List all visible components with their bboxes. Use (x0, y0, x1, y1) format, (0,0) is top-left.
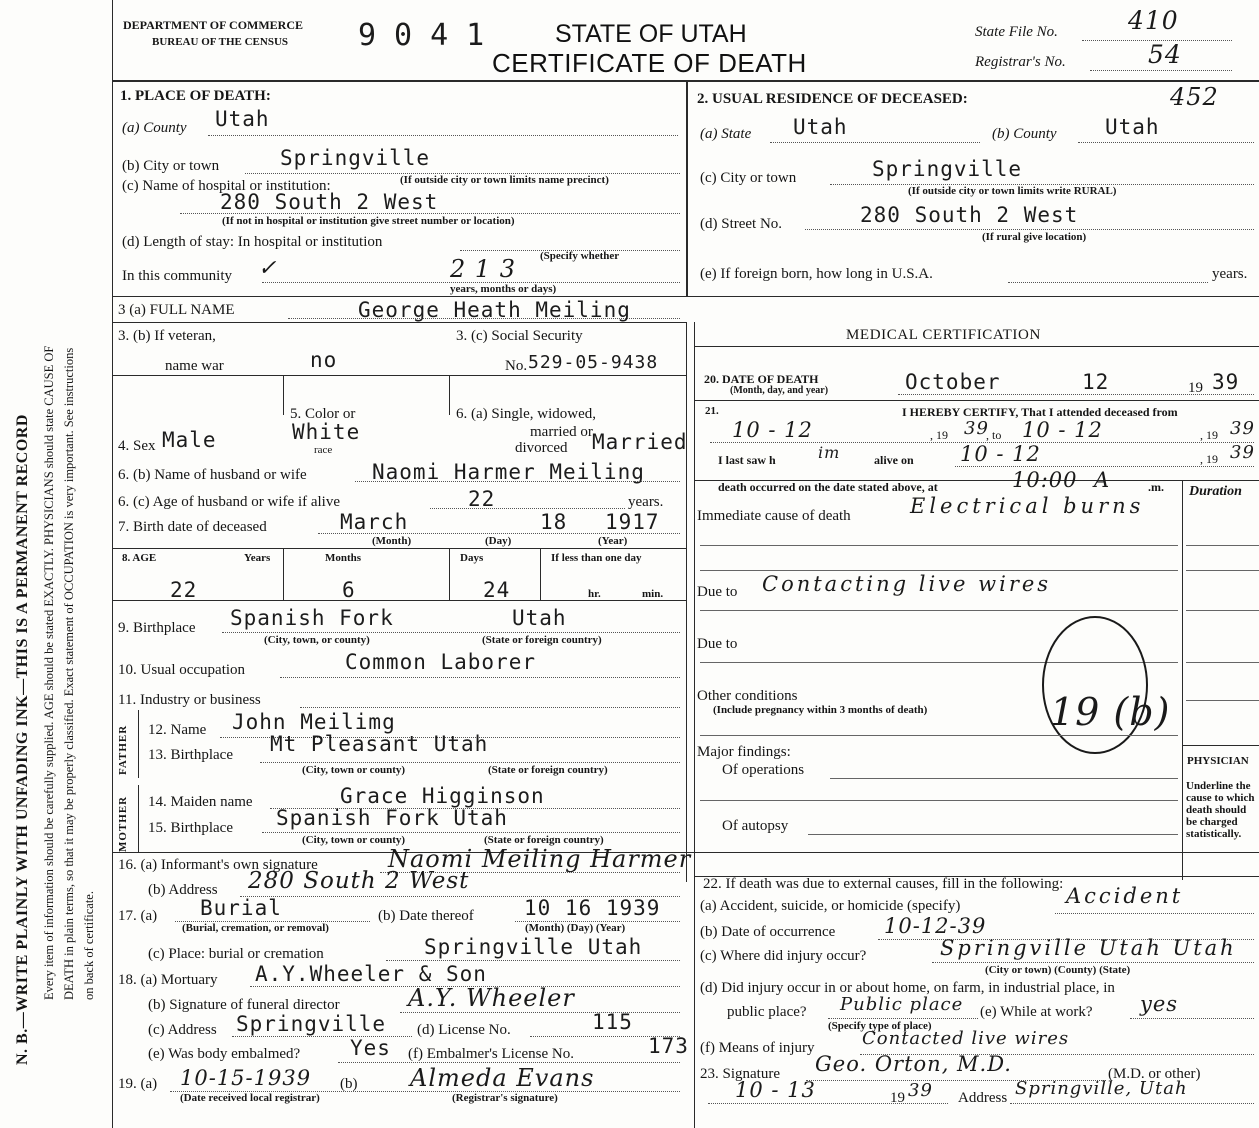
license-label: (d) License No. (417, 1022, 511, 1038)
embalmer-license-value: 173 (648, 1034, 689, 1058)
signature-year-value: 39 (908, 1080, 933, 1101)
spouse-age-value: 22 (468, 487, 496, 511)
birth-year-note: (Year) (598, 535, 628, 547)
injury-location-label: (d) Did injury occur in or about home, on farm, in industrial place, in (700, 980, 1115, 996)
attend-to-year: 39 (1230, 418, 1255, 439)
mother-note-1: (City, town or county) (302, 834, 406, 846)
burial-value: Burial (200, 896, 282, 920)
license-value: 115 (592, 1010, 633, 1034)
hospital-label: (c) Name of hospital or institution: (122, 178, 331, 194)
informant-signature-label: 16. (a) Informant's own signature (118, 857, 318, 873)
occurrence-date-value: 10-12-39 (884, 914, 987, 938)
other-conditions-label: Other conditions (697, 688, 798, 704)
birth-year: 1917 (605, 510, 660, 534)
registrar-number-value: 54 (1148, 40, 1182, 69)
residence-street-value: 280 South 2 West (860, 203, 1079, 227)
attend-from-year: 39 (964, 418, 989, 439)
underline-instructions: Underline the cause to which death should be charged statistically. (1186, 780, 1255, 840)
spouse-age-label: 6. (c) Age of husband or wife if alive (118, 494, 341, 510)
burial-date-label: (b) Date thereof (378, 908, 474, 924)
father-note-1: (City, town or county) (302, 764, 406, 776)
attend-to-label: , to (986, 428, 1002, 442)
min-label: min. (642, 588, 664, 600)
certify-number: 21. (705, 405, 719, 417)
residence-label: 2. USUAL RESIDENCE OF DECEASED: (697, 91, 968, 107)
major-findings-label: Major findings: (697, 744, 791, 760)
department-label: DEPARTMENT OF COMMERCE (123, 18, 304, 32)
at-work-value: yes (1140, 992, 1179, 1016)
specify-note: (Specify whether (540, 250, 620, 262)
community-label: In this community (122, 268, 232, 284)
meridian-suffix: .m. (1148, 480, 1164, 494)
instructions-line-2: DEATH in plain terms, so that it may be properly classified. Exact statement of OCCUPATION is very important. See instructions (62, 347, 76, 1000)
burial-note: (Burial, cremation, or removal) (182, 922, 329, 934)
last-saw-comma: , 19 (1200, 452, 1218, 466)
birthplace-state: Utah (512, 606, 567, 630)
autopsy-label: Of autopsy (722, 818, 789, 834)
immediate-cause-value: Electrical burns (910, 494, 1145, 518)
residence-city-value: Springville (872, 157, 1023, 181)
full-name-label: 3 (a) FULL NAME (118, 302, 235, 318)
duration-label: Duration (1189, 484, 1242, 499)
certify-text: I HEREBY CERTIFY, That I attended deceased from (902, 405, 1178, 419)
mother-side-label: MOTHER (117, 795, 129, 852)
attend-from-comma: , 19 (930, 428, 948, 442)
alive-label: alive on (874, 453, 914, 467)
burial-place-label: (c) Place: burial or cremation (148, 946, 324, 962)
city-label: (b) City or town (122, 158, 220, 174)
public-place-label: public place? (727, 1004, 807, 1020)
city-value: Springville (280, 146, 431, 170)
sex-label: 4. Sex (118, 438, 156, 454)
death-date-note: (Month, day, and year) (730, 385, 829, 396)
residence-code: 452 (1170, 83, 1219, 111)
informant-signature-value: Naomi Meiling Harmer (388, 845, 692, 873)
mortuary-address-value: Springville (236, 1012, 387, 1036)
residence-city-note: (If outside city or town limits write RURAL) (908, 185, 1117, 197)
external-label: 22. If death was due to external causes, fill in the following: (703, 876, 1064, 892)
embalmed-label: (e) Was body embalmed? (148, 1046, 301, 1062)
physician-signature-value: Geo. Orton, M.D. (815, 1052, 1012, 1076)
public-place-note: (Specify type of place) (828, 1020, 932, 1032)
occurrence-date-label: (b) Date of occurrence (700, 924, 836, 940)
occupation-label: 10. Usual occupation (118, 662, 246, 678)
father-name-label: 12. Name (148, 722, 207, 738)
physician-address-value: Springville, Utah (1015, 1078, 1188, 1099)
death-day: 12 (1082, 370, 1110, 394)
certificate-title: CERTIFICATE OF DEATH (492, 48, 807, 78)
industry-label: 11. Industry or business (118, 692, 261, 708)
embalmed-value: Yes (350, 1036, 391, 1060)
at-work-label: (e) While at work? (980, 1004, 1093, 1020)
mother-maiden-label: 14. Maiden name (148, 794, 253, 810)
residence-county-label: (b) County (992, 126, 1057, 142)
certificate-number: 9041 (358, 18, 503, 53)
state-title: STATE OF UTAH (555, 20, 747, 48)
spouse-years-label: years. (628, 494, 664, 510)
race-label: race (314, 444, 333, 456)
mortuary-address-label: (c) Address (148, 1022, 217, 1038)
code-circle-mark (1038, 610, 1153, 760)
hospital-value: 280 South 2 West (220, 190, 439, 214)
injury-place-value: Springville Utah Utah (940, 936, 1237, 960)
age-years: 22 (170, 578, 198, 602)
birthplace-note-2: (State or foreign country) (482, 634, 602, 646)
mortuary-value: A.Y.Wheeler & Son (255, 962, 487, 986)
color-label: 5. Color or (290, 406, 356, 422)
birth-month: March (340, 510, 409, 534)
war-label: name war (165, 358, 224, 374)
father-side-label: FATHER (117, 724, 129, 775)
age-months-label: Months (325, 552, 362, 564)
birthplace-label: 9. Birthplace (118, 620, 196, 636)
death-year-prefix: 19 (1188, 380, 1203, 396)
injury-place-label: (c) Where did injury occur? (700, 948, 867, 964)
permanent-record-note: N. B.—WRITE PLAINLY WITH UNFADING INK—THIS IS A PERMANENT RECORD (14, 414, 31, 1065)
instructions-line-3: on back of certificate. (82, 891, 96, 1000)
residence-city-label: (c) City or town (700, 170, 797, 186)
injury-place-note: (City or town) (County) (State) (985, 964, 1131, 976)
age-days: 24 (483, 578, 511, 602)
veteran-label: 3. (b) If veteran, (118, 328, 216, 344)
death-time-value: 10:00 (1012, 468, 1078, 492)
marital-value: Married (592, 430, 688, 454)
md-label: (M.D. or other) (1108, 1066, 1201, 1082)
age-months: 6 (342, 578, 356, 602)
residence-state-value: Utah (793, 115, 848, 139)
other-conditions-note: (Include pregnancy within 3 months of death) (713, 704, 928, 716)
birthplace-city: Spanish Fork (230, 606, 394, 630)
place-of-death-label: 1. PLACE OF DEATH: (120, 88, 271, 104)
occupation-value: Common Laborer (345, 650, 537, 674)
spouse-label: 6. (b) Name of husband or wife (118, 467, 307, 483)
birth-day: 18 (540, 510, 568, 534)
last-saw-label: I last saw h (718, 453, 776, 467)
age-years-label: Years (244, 552, 271, 564)
instructions-line-1: Every item of information should be carefully supplied. AGE should be stated EXACTLY. PHYSICIANS should state CAUSE OF (42, 345, 56, 1000)
residence-county-value: Utah (1105, 115, 1160, 139)
social-security-label: 3. (c) Social Security (456, 328, 583, 344)
color-value: White (292, 420, 361, 444)
hr-label: hr. (588, 588, 601, 600)
community-check: ✓ (258, 256, 278, 281)
residence-state-label: (a) State (700, 126, 752, 142)
age-label: 8. AGE (122, 552, 157, 564)
last-saw-year: 39 (1230, 442, 1255, 463)
units-note: years, months or days) (450, 283, 557, 295)
marital-label-3: divorced (515, 440, 568, 456)
registrar-number-label: Registrar's No. (975, 54, 1066, 70)
residence-street-note: (If rural give location) (982, 231, 1087, 243)
stay-label: (d) Length of stay: In hospital or institution (122, 234, 383, 250)
father-birthplace-value: Mt Pleasant Utah (270, 732, 489, 756)
mother-note-2: (State or foreign country) (484, 834, 604, 846)
mother-maiden-value: Grace Higginson (340, 784, 545, 808)
mother-birthplace-value: Spanish Fork Utah (276, 806, 508, 830)
instructions-margin (0, 0, 110, 1128)
birth-day-note: (Day) (485, 535, 512, 547)
birth-date-label: 7. Birth date of deceased (118, 519, 267, 535)
signature-year-prefix: 19 (890, 1090, 905, 1106)
physician-address-label: Address (958, 1090, 1008, 1106)
hospital-note: (If not in hospital or institution give street number or location) (222, 215, 515, 227)
death-occurred-label: death occurred on the date stated above, at (718, 480, 938, 494)
registrar-date-note: (Date received local registrar) (180, 1092, 320, 1104)
informant-address-label: (b) Address (148, 882, 218, 898)
attend-from-date: 10 - 12 (732, 418, 813, 442)
last-saw-date: 10 - 12 (960, 442, 1041, 466)
father-birthplace-label: 13. Birthplace (148, 747, 233, 763)
war-value: no (310, 348, 338, 372)
attend-to-comma: , 19 (1200, 428, 1218, 442)
means-of-injury-label: (f) Means of injury (700, 1040, 815, 1056)
burial-place-value: Springville Utah (424, 935, 643, 959)
accident-value: Accident (1066, 884, 1184, 908)
means-of-injury-value: Contacted live wires (862, 1028, 1070, 1049)
death-date-label: 20. DATE OF DEATH (704, 372, 819, 386)
burial-date-value: 10 16 1939 (524, 896, 661, 920)
signature-date-value: 10 - 13 (735, 1078, 816, 1102)
residence-street-label: (d) Street No. (700, 216, 783, 232)
due-to-value: Contacting live wires (762, 572, 1052, 596)
public-place-value: Public place (840, 994, 964, 1015)
spouse-value: Naomi Harmer Meiling (372, 460, 645, 484)
death-year: 39 (1212, 370, 1240, 394)
marital-label-1: 6. (a) Single, widowed, (456, 406, 596, 422)
age-days-label: Days (460, 552, 484, 564)
informant-address-value: 280 South 2 West (248, 868, 470, 894)
burial-date-note: (Month) (Day) (Year) (525, 922, 626, 934)
state-file-value: 410 (1128, 6, 1179, 35)
physician-label: PHYSICIAN (1187, 755, 1249, 767)
medical-title: MEDICAL CERTIFICATION (846, 327, 1041, 343)
state-file-label: State File No. (975, 24, 1058, 40)
attend-to-date: 10 - 12 (1022, 418, 1103, 442)
county-value: Utah (215, 107, 270, 131)
death-meridian: A (1094, 468, 1111, 492)
funeral-director-value: A.Y. Wheeler (408, 984, 575, 1012)
burial-label: 17. (a) (118, 908, 158, 924)
mother-birthplace-label: 15. Birthplace (148, 820, 233, 836)
sex-value: Male (162, 428, 217, 452)
registrar-date-value: 10-15-1939 (180, 1066, 312, 1090)
birthplace-note-1: (City, town, or county) (264, 634, 370, 646)
city-note: (If outside city or town limits name precinct) (400, 174, 609, 186)
cause-code: 19 (b) (1050, 690, 1171, 734)
registrar-label: 19. (a) (118, 1076, 158, 1092)
immediate-cause-label: Immediate cause of death (697, 508, 851, 524)
age-less-label: If less than one day (551, 552, 642, 564)
funeral-director-label: (b) Signature of funeral director (148, 997, 340, 1013)
birth-month-note: (Month) (372, 535, 412, 547)
death-month: October (905, 370, 1001, 394)
county-label: (a) County (122, 120, 187, 136)
due-to-label: Due to (697, 584, 738, 600)
signature-label: 23. Signature (700, 1066, 780, 1082)
full-name-value: George Heath Meiling (358, 298, 631, 322)
ss-no-label: No. (505, 358, 528, 374)
bureau-label: BUREAU OF THE CENSUS (152, 36, 289, 48)
marital-label-2: married or (530, 424, 593, 440)
operations-label: Of operations (722, 762, 805, 778)
embalmer-license-label: (f) Embalmer's License No. (408, 1046, 574, 1062)
due-to-2-label: Due to (697, 636, 738, 652)
father-name-value: John Meilimg (232, 710, 396, 734)
registrar-b-label: (b) (340, 1076, 358, 1092)
last-saw-pronoun: im (818, 443, 841, 462)
ss-value: 529-05-9438 (528, 352, 659, 373)
foreign-years-label: years. (1212, 266, 1248, 282)
mortuary-label: 18. (a) Mortuary (118, 972, 218, 988)
registrar-signature-value: Almeda Evans (410, 1064, 595, 1092)
accident-label: (a) Accident, suicide, or homicide (specify) (700, 898, 961, 914)
father-note-2: (State or foreign country) (488, 764, 608, 776)
registrar-signature-note: (Registrar's signature) (452, 1092, 558, 1104)
community-value: 2 1 3 (450, 255, 517, 283)
foreign-born-label: (e) If foreign born, how long in U.S.A. (700, 266, 933, 282)
